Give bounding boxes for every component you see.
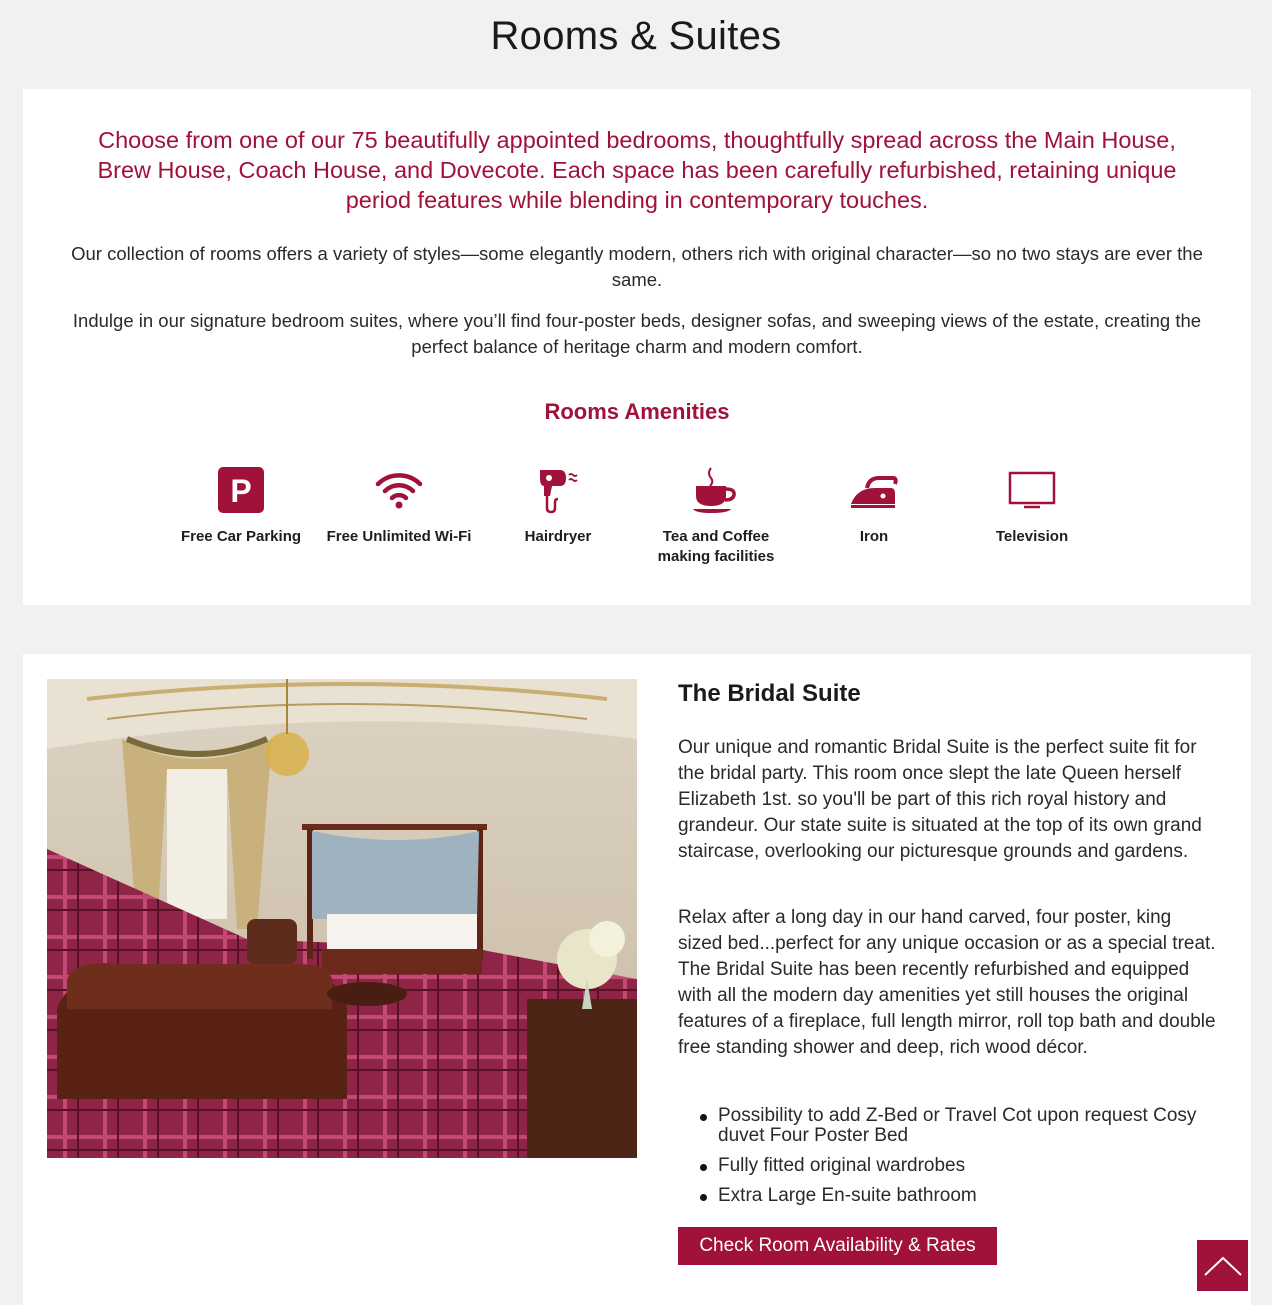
amenity-label: Free Car Parking xyxy=(180,528,302,545)
amenity-label: Hairdryer xyxy=(524,528,592,545)
svg-text:P: P xyxy=(230,473,252,509)
intro-lead: Choose from one of our 75 beautifully appointed bedrooms, thoughtfully spread across the Main House, Brew House, Coach House, and Dovecote. Each space has been carefully refurbished, retaining unique period features while blending in contemporary touches. xyxy=(97,127,1177,213)
amenity-tea-coffee xyxy=(636,465,796,567)
intro-card xyxy=(23,89,1251,605)
iron-icon xyxy=(846,465,902,515)
room-description-1: Our unique and romantic Bridal Suite is the perfect suite fit for the bridal party. This room once slept the late Queen herself Elizabeth 1st. so you'll be part of this rich royal history and grandeur. Our state suite is situated at the top of its own grand staircase, overlooking our picturesque grounds and gardens. xyxy=(678,737,1202,862)
chevron-up-icon xyxy=(1203,1255,1243,1277)
list-item: Fully fitted original wardrobes xyxy=(678,1156,1218,1176)
amenity-hairdryer xyxy=(478,465,638,547)
coffee-cup-icon xyxy=(688,465,744,515)
list-item: Extra Large En-suite bathroom xyxy=(678,1186,1218,1206)
amenity-television xyxy=(952,465,1112,547)
parking-icon xyxy=(213,465,269,515)
wifi-icon xyxy=(371,465,427,515)
amenity-label: Television xyxy=(995,528,1069,545)
amenities-heading: Rooms Amenities xyxy=(544,399,730,424)
room-features-list xyxy=(678,1106,1218,1216)
amenity-parking xyxy=(161,465,321,547)
intro-paragraph-1: Our collection of rooms offers a variety of styles—some elegantly modern, others rich with original character—so no two stays are ever the same. xyxy=(71,243,1203,290)
intro-paragraph-2: Indulge in our signature bedroom suites, where you’ll find four-poster beds, designer sofas, and sweeping views of the estate, creating the perfect balance of heritage charm and modern comfort. xyxy=(72,310,1202,357)
room-photo xyxy=(47,679,637,1158)
amenity-label: Iron xyxy=(859,528,889,545)
room-card xyxy=(23,654,1251,1305)
list-item: Possibility to add Z-Bed or Travel Cot upon request Cosy duvet Four Poster Bed xyxy=(678,1106,1218,1146)
check-availability-button[interactable]: Check Room Availability & Rates xyxy=(678,1227,997,1265)
amenity-iron xyxy=(794,465,954,547)
page-title: Rooms & Suites xyxy=(490,14,782,58)
amenity-label: Free Unlimited Wi-Fi xyxy=(326,528,472,545)
amenity-label: Tea and Coffee making facilities xyxy=(657,528,775,565)
back-to-top-button[interactable] xyxy=(1197,1240,1248,1291)
television-icon xyxy=(1004,465,1060,515)
amenity-wifi xyxy=(319,465,479,547)
room-description-2: Relax after a long day in our hand carved, four poster, king sized bed...perfect for any unique occasion or as a special treat. The Bridal Suite has been recently refurbished and equipped with all the modern day amenities yet still houses the original features of a fireplace, full length mirror, roll top bath and double free standing shower and deep, rich wood décor. xyxy=(678,907,1216,1058)
room-title: The Bridal Suite xyxy=(678,680,861,707)
hairdryer-icon xyxy=(530,465,586,515)
